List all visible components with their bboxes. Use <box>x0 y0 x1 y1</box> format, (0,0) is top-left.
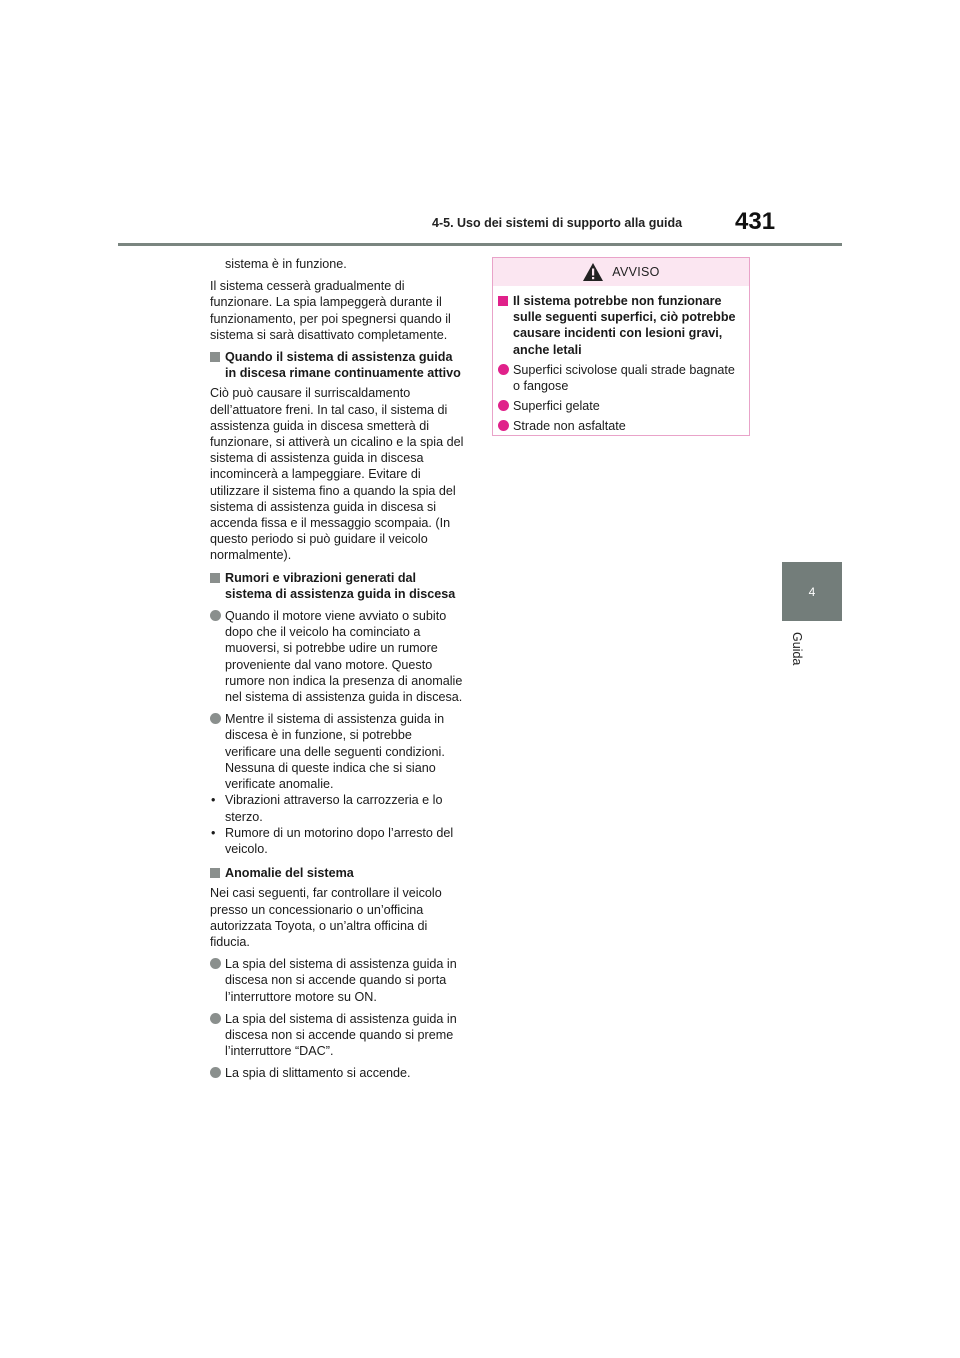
warning-heading <box>498 293 741 358</box>
circle-bullet-icon <box>498 364 509 375</box>
sub-bullet-marker: • <box>211 793 216 808</box>
header-rule <box>118 243 842 246</box>
sub-bullet-text: Rumore di un motorino dopo l’arresto del veicolo. <box>225 825 454 856</box>
warning-item <box>498 418 741 434</box>
bullet-item <box>210 1011 466 1060</box>
section-heading-text: Rumori e vibrazioni generati dal sistema di assistenza guida in discesa <box>225 570 456 601</box>
bullet-item <box>210 956 466 1005</box>
section-heading-text: Quando il sistema di assistenza guida in discesa rimane continuamente attivo <box>225 350 461 381</box>
bullet-item <box>210 1065 466 1081</box>
section-paragraph: Ciò può causare il surriscaldamento dell’attuatore freni. In tal caso, il sistema di assistenza guida in discesa smetterà di funzionare, si attiverà un cicalino e la spia del sistema di assistenza guida in discesa incomincerà a lampeggiare. Evitare di utilizzare il sistema fino a quando la spia del sistema di assistenza guida in discesa si accenda fissa e il messaggio scompaia. (In questo periodo si può guidare il veicolo normalmente). <box>210 386 464 563</box>
warning-box <box>492 257 750 436</box>
page-number: 431 <box>735 208 776 235</box>
warning-title: AVVISO <box>612 265 660 279</box>
bullet-text: La spia del sistema di assistenza guida in discesa non si accende quando si porta l’interruttore motore su ON. <box>225 957 457 1004</box>
circle-bullet-icon <box>210 958 221 969</box>
bullet-text: Mentre il sistema di assistenza guida in discesa è in funzione, si potrebbe verificare una delle seguenti condizioni. Nessuna di queste indica che si siano verificate anomalie. <box>225 712 445 792</box>
bullet-text: La spia di slittamento si accende. <box>225 1066 411 1081</box>
circle-bullet-icon <box>210 1067 221 1078</box>
warning-header <box>493 258 749 286</box>
warning-body <box>493 286 749 435</box>
sub-bullet-item <box>210 792 466 824</box>
square-bullet-icon <box>210 352 220 362</box>
bullet-text: La spia del sistema di assistenza guida in discesa non si accende quando si preme l’interruttore “DAC”. <box>225 1011 457 1059</box>
main-column <box>210 256 466 1088</box>
warning-item <box>498 362 741 394</box>
intro-paragraph: Il sistema cesserà gradualmente di funzionare. La spia lampeggerà durante il funzionamento, per poi spegnersi quando il sistema si sarà disattivato completamente. <box>210 279 451 342</box>
warning-item-text: Strade non asfaltate <box>513 419 626 434</box>
sub-bullet-item <box>210 825 466 857</box>
bullet-item <box>210 711 466 792</box>
section-heading-text: Anomalie del sistema <box>225 866 354 881</box>
square-bullet-icon <box>210 573 220 583</box>
bullet-item <box>210 608 466 705</box>
page-header-section: 4-5. Uso dei sistemi di supporto alla guida <box>432 216 683 230</box>
square-bullet-icon <box>498 296 508 306</box>
circle-bullet-icon <box>498 400 509 411</box>
square-bullet-icon <box>210 868 220 878</box>
circle-bullet-icon <box>210 713 221 724</box>
circle-bullet-icon <box>498 420 509 431</box>
warning-item-text: Superfici gelate <box>513 399 600 414</box>
side-tab-number: 4 <box>782 562 842 621</box>
section-heading <box>210 349 466 381</box>
bullet-text: Quando il motore viene avviato o subito dopo che il veicolo ha cominciato a muoversi, si potrebbe udire un rumore proveniente dal vano motore. Questo rumore non indica la presenza di anomalie nel sistema di assistenza guida in discesa. <box>225 609 463 705</box>
sub-bullet-marker: • <box>211 825 216 840</box>
section-heading <box>210 865 466 881</box>
section-paragraph: Nei casi seguenti, far controllare il veicolo presso un concessionario o un’officina autorizzata Toyota, o un’altra officina di fiducia. <box>210 886 442 949</box>
circle-bullet-icon <box>210 610 221 621</box>
intro-continuation: sistema è in funzione. <box>225 257 347 271</box>
side-tab-label: Guida <box>790 632 804 666</box>
warning-heading-text: Il sistema potrebbe non funzionare sulle seguenti superfici, ciò potrebbe causare incidenti con lesioni gravi, anche letali <box>513 294 736 357</box>
warning-item <box>498 398 741 414</box>
circle-bullet-icon <box>210 1013 221 1024</box>
warning-item-text: Superfici scivolose quali strade bagnate o fangose <box>513 362 735 394</box>
warning-triangle-icon <box>582 262 604 282</box>
sub-bullet-text: Vibrazioni attraverso la carrozzeria e lo sterzo. <box>225 793 443 824</box>
section-heading <box>210 570 466 602</box>
